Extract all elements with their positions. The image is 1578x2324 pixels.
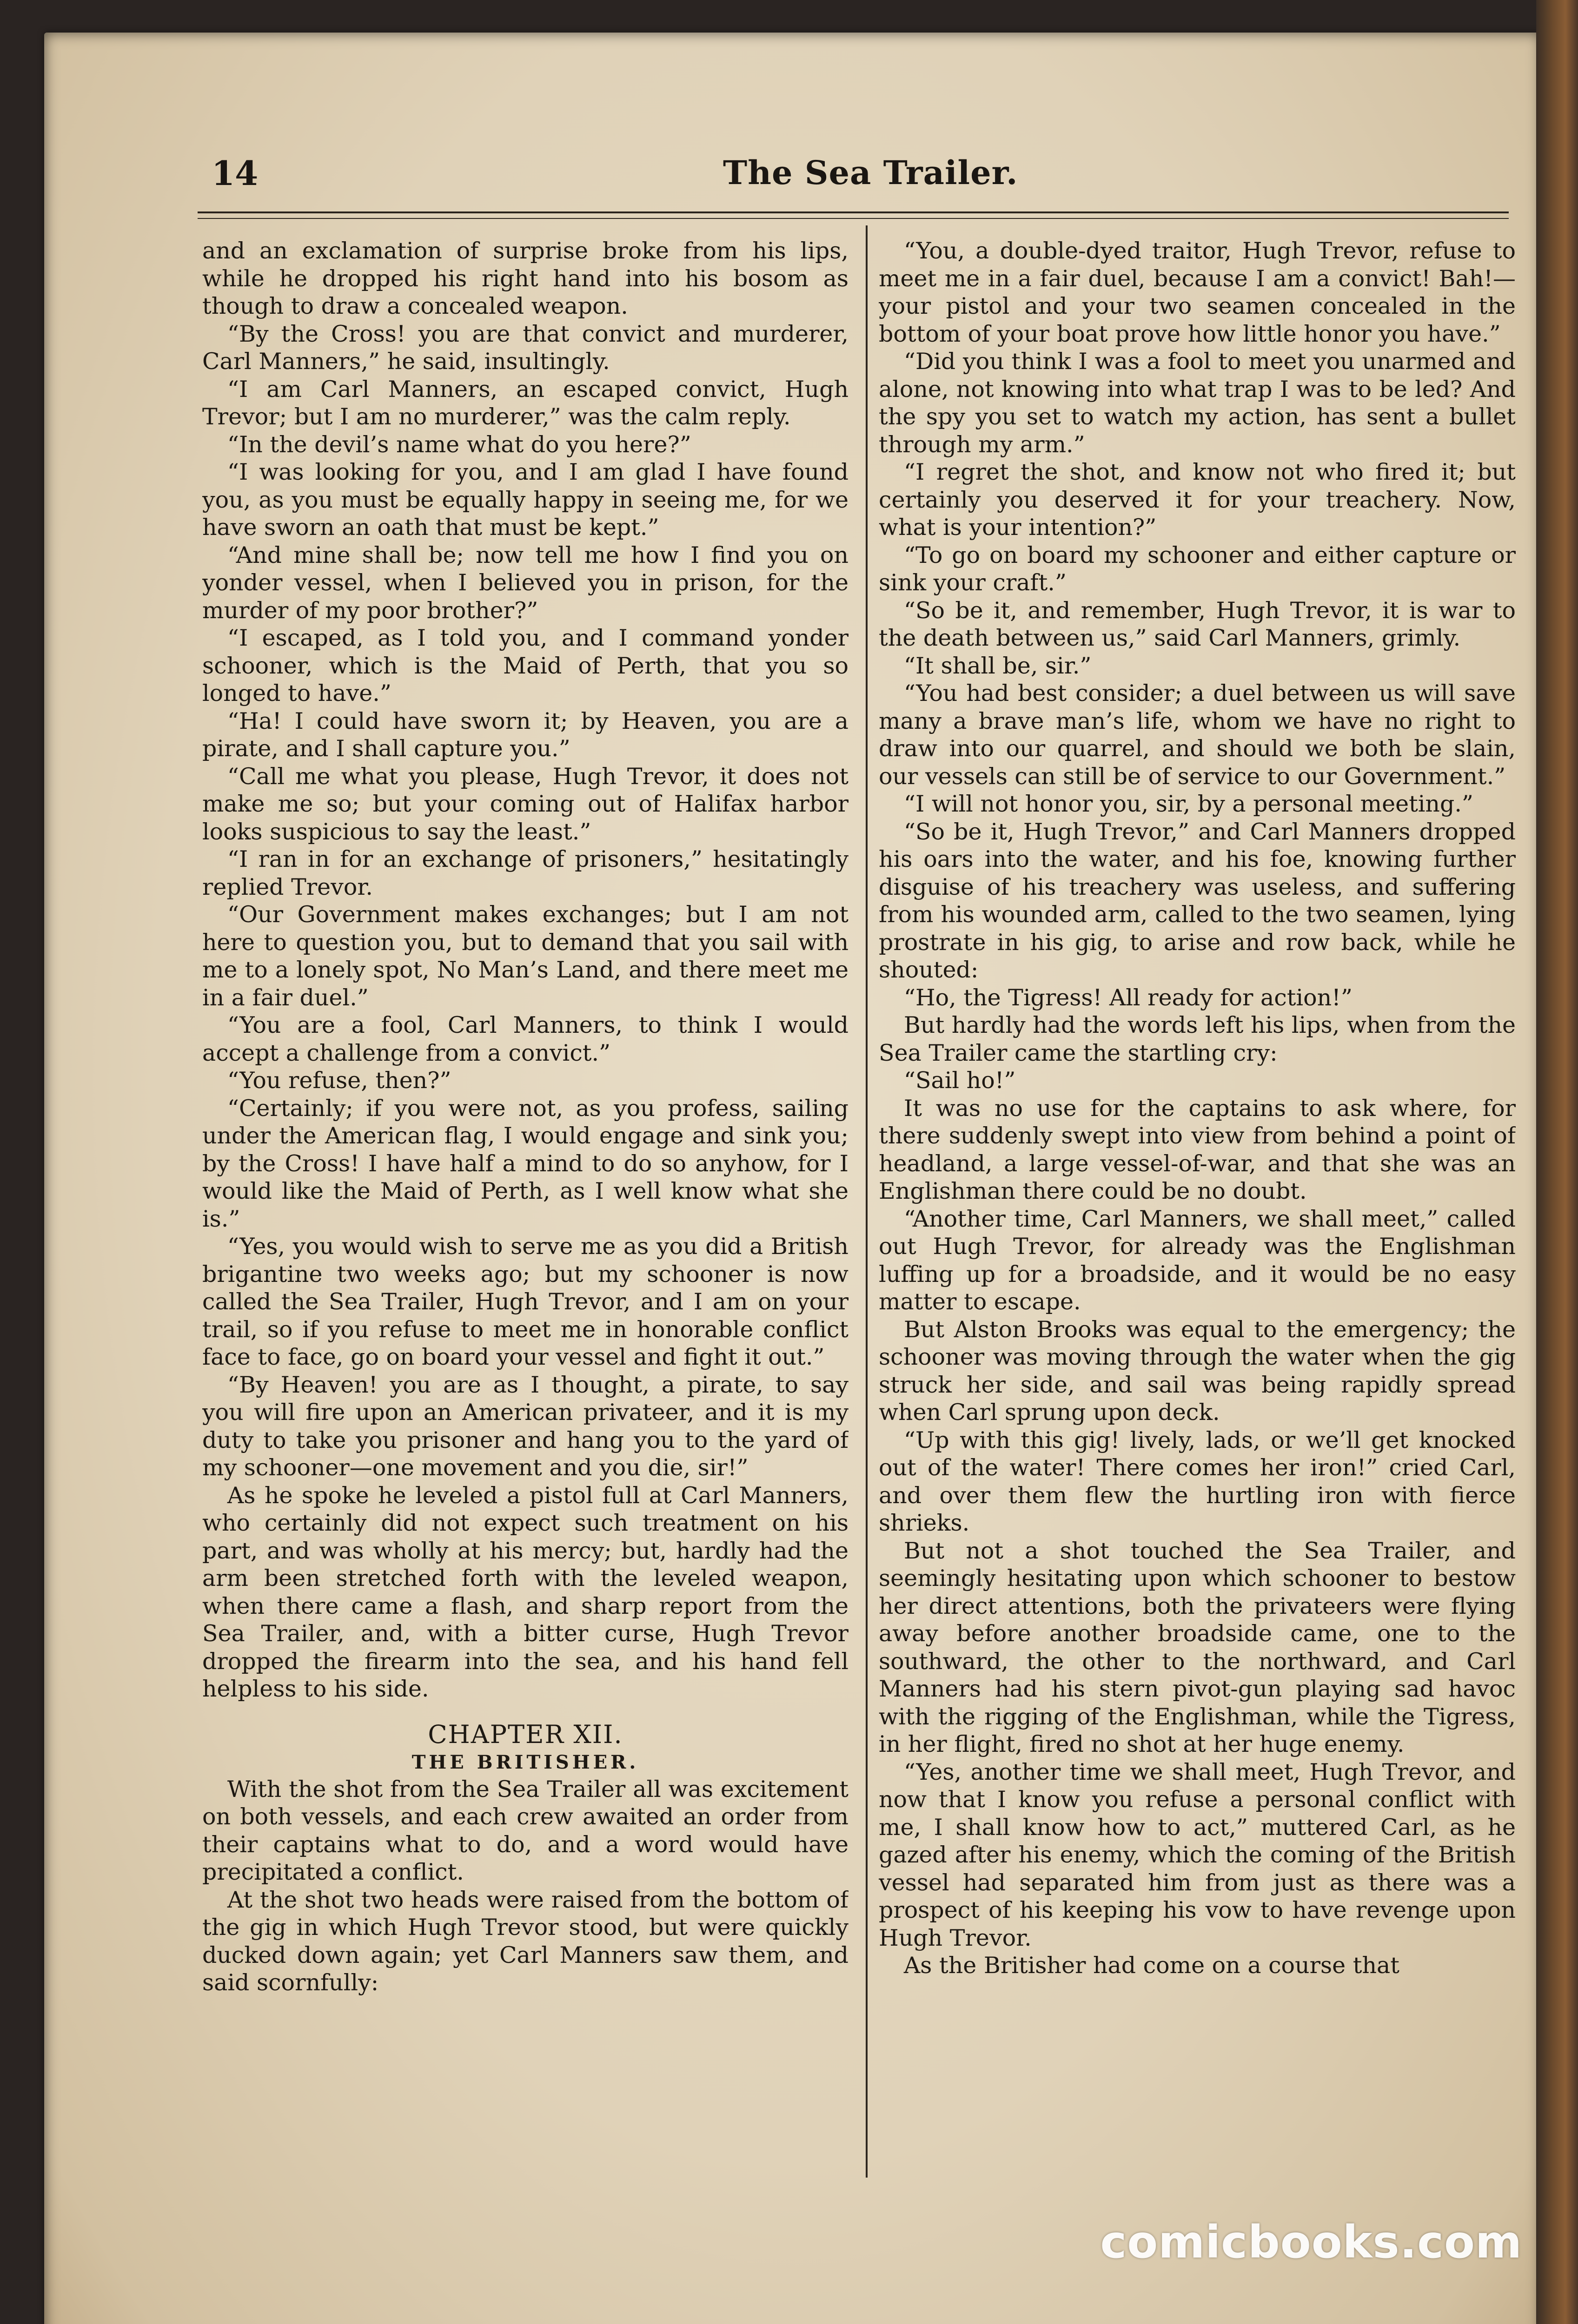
- paragraph: It was no use for the captains to ask where, for there suddenly swept into view from behind a point of headland, a large vessel-of-war, and that she was an Englishman there could be no doubt.: [879, 1095, 1516, 1204]
- paragraph: “By Heaven! you are as I thought, a pirate, to say you will fire upon an American privateer, and it is my duty to take you prisoner and hang you to the yard of my schooner—one movement and you die, sir!”: [202, 1371, 849, 1481]
- page-header: [212, 153, 1513, 205]
- paragraph: “To go on board my schooner and either capture or sink your craft.”: [879, 541, 1516, 596]
- paragraph: “Certainly; if you were not, as you profess, sailing under the American flag, I would engage and sink you; by the Cross! I have half a mind to do so anyhow, for I would like the Maid of Perth, as I well know what she is.”: [202, 1095, 849, 1232]
- paragraph: As the Britisher had come on a course that: [903, 1952, 1399, 1979]
- left-column: [202, 237, 849, 2180]
- running-title: The Sea Trailer.: [723, 153, 1018, 192]
- chapter-subtitle: THE BRITISHER.: [411, 1751, 639, 1773]
- paragraph: “Call me what you please, Hugh Trevor, it does not make me so; but your coming out of Halifax harbor looks suspicious to say the least.”: [202, 763, 849, 845]
- paragraph: “Ho, the Tigress! All ready for action!”: [903, 984, 1353, 1011]
- paragraph: “Did you think I was a fool to meet you unarmed and alone, not knowing into what trap I was to be led? And the spy you set to watch my action, has sent a bullet through my arm.”: [879, 348, 1516, 458]
- header-rule: [198, 211, 1509, 219]
- paragraph: “You are a fool, Carl Manners, to think I would accept a challenge from a convict.”: [202, 1012, 849, 1066]
- paragraph: “I regret the shot, and know not who fired it; but certainly you deserved it for your treachery. Now, what is your intention?”: [879, 459, 1516, 541]
- site-watermark: comicbooks.com: [1100, 2216, 1522, 2268]
- paragraph: “By the Cross! you are that convict and murderer, Carl Manners,” he said, insultingly.: [202, 320, 849, 375]
- paragraph: “You, a double-dyed traitor, Hugh Trevor, refuse to meet me in a fair duel, because I am a convict! Bah!—your pistol and your two seamen concealed in the bottom of your boat prove how little honor you have.”: [879, 238, 1516, 347]
- paragraph: “You had best consider; a duel between us will save many a brave man’s life, whom we have no right to draw into our quarrel, and should we both be slain, our vessels can still be of service to our Government.”: [879, 680, 1516, 790]
- paragraph: “So be it, Hugh Trevor,” and Carl Manners dropped his oars into the water, and his foe, knowing further disguise of his treachery was useless, and suffering from his wounded arm, called to the two seamen, lying prostrate in his gig, to arise and row back, while he shouted:: [879, 818, 1516, 983]
- paragraph: “I ran in for an exchange of prisoners,” hesitatingly replied Trevor.: [202, 846, 849, 900]
- paragraph: “In the devil’s name what do you here?”: [227, 431, 691, 458]
- binding-edge: [1536, 0, 1578, 2324]
- paragraph: “I am Carl Manners, an escaped convict, Hugh Trevor; but I am no murderer,” was the calm reply.: [202, 376, 849, 430]
- paragraph: “So be it, and remember, Hugh Trevor, it is war to the death between us,” said Carl Manners, grimly.: [879, 597, 1516, 651]
- chapter-title: CHAPTER XII.: [428, 1719, 623, 1749]
- paragraph: “Our Government makes exchanges; but I am not here to question you, but to demand that you sail with me to a lonely spot, No Man’s Land, and there meet me in a fair duel.”: [202, 901, 849, 1011]
- chapter-heading: [202, 1720, 849, 1776]
- paragraph: “Yes, you would wish to serve me as you did a British brigantine two weeks ago; but my schooner is now called the Sea Trailer, Hugh Trevor, and I am on your trail, so if you refuse to meet me in honorable conflict face to face, go on board your vessel and fight it out.”: [202, 1233, 849, 1370]
- paragraph: “I will not honor you, sir, by a personal meeting.”: [903, 791, 1473, 817]
- paragraph: But Alston Brooks was equal to the emergency; the schooner was moving through the water when the gig struck her side, and sail was being rapidly spread when Carl sprung upon deck.: [879, 1316, 1516, 1426]
- paragraph: “You refuse, then?”: [227, 1067, 451, 1094]
- paragraph: “Another time, Carl Manners, we shall meet,” called out Hugh Trevor, for already was the Englishman luffing up for a broadside, and it would be no easy matter to escape.: [879, 1205, 1516, 1315]
- paragraph: At the shot two heads were raised from the bottom of the gig in which Hugh Trevor stood, but were quickly ducked down again; yet Carl Manners saw them, and said scornfully:: [202, 1886, 849, 1996]
- paragraph: “Yes, another time we shall meet, Hugh Trevor, and now that I know you refuse a personal conflict with me, I shall know how to act,” muttered Carl, as he gazed after his enemy, which the coming of the British vessel had separated him from just as there was a prospect of his keeping his vow to have revenge upon Hugh Trevor.: [879, 1758, 1516, 1951]
- paragraph: “I was looking for you, and I am glad I have found you, as you must be equally happy in seeing me, for we have sworn an oath that must be kept.”: [202, 459, 849, 541]
- paragraph: and an exclamation of surprise broke from his lips, while he dropped his right hand into his bosom as though to draw a concealed weapon.: [202, 238, 849, 319]
- column-divider: [866, 225, 868, 2178]
- paragraph: But hardly had the words left his lips, when from the Sea Trailer came the startling cry:: [879, 1012, 1516, 1066]
- paragraph: But not a shot touched the Sea Trailer, and seemingly hesitating upon which schooner to bestow her direct attentions, both the privateers were flying away before another broadside came, one to the southward, the other to the northward, and Carl Manners had his stern pivot-gun playing sad havoc with the rigging of the Englishman, while the Tigress, in her flight, fired no shot at her huge enemy.: [879, 1537, 1516, 1757]
- page-number: 14: [212, 153, 259, 193]
- paragraph: “I escaped, as I told you, and I command yonder schooner, which is the Maid of Perth, that you so longed to have.”: [202, 625, 849, 706]
- paragraph: “Up with this gig! lively, lads, or we’ll get knocked out of the water! There comes her iron!” cried Carl, and over them flew the hurtling iron with fierce shrieks.: [879, 1426, 1516, 1536]
- paragraph: “Ha! I could have sworn it; by Heaven, you are a pirate, and I shall capture you.”: [202, 707, 849, 762]
- paragraph: “Sail ho!”: [903, 1067, 1016, 1094]
- paragraph: As he spoke he leveled a pistol full at Carl Manners, who certainly did not expect such treatment on his part, and was wholly at his mercy; but, hardly had the arm been stretched forth with the leveled weapon, when there came a flash, and sharp report from the Sea Trailer, and, with a bitter curse, Hugh Trevor dropped the firearm into the sea, and his hand fell helpless to his side.: [202, 1482, 849, 1702]
- paragraph: With the shot from the Sea Trailer all was excitement on both vessels, and each crew awaited an order from their captains what to do, and a word would have precipitated a conflict.: [202, 1776, 849, 1885]
- right-column: [879, 237, 1516, 2180]
- paragraph: “It shall be, sir.”: [903, 652, 1092, 679]
- paragraph: “And mine shall be; now tell me how I find you on yonder vessel, when I believed you in prison, for the murder of my poor brother?”: [202, 541, 849, 624]
